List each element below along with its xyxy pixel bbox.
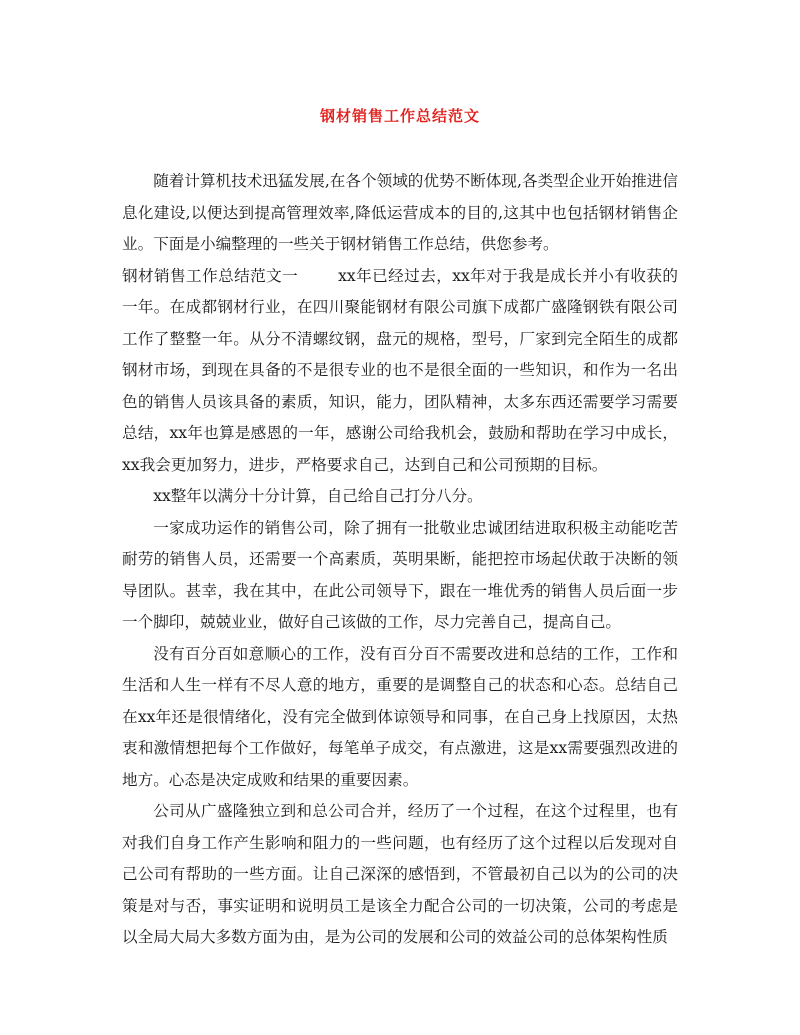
intro-paragraph: 随着计算机技术迅猛发展,在各个领域的优势不断体现,各类型企业开始推进信息化建设,以便达到提高管理效率,降低运营成本的目的,这其中也包括钢材销售企业。下面是小编整理的一些关于钢材销售工作总结，供您参考。	[122, 172, 678, 253]
paragraph-3: 一家成功运作的销售公司，除了拥有一批敬业忠诚团结进取积极主动能吃苦耐劳的销售人员，还需要一个高素质，英明果断，能把控市场起伏敢于决断的领导团队。甚幸，我在其中，在此公司领导下，跟在一堆优秀的销售人员后面一步一个脚印，兢兢业业，做好自己该做的工作，尽力完善自己，提高自己。	[122, 518, 678, 631]
document-body	[122, 166, 678, 954]
paragraph-5: 公司从广盛隆独立到和总公司合并，经历了一个过程，在这个过程里，也有对我们自身工作产生影响和阻力的一些问题，也有经历了这个过程以后发现对自己公司有帮助的一些方面。让自己深深的感悟到，不管最初自己以为的公司的决策是对与否，事实证明和说明员工是该全力配合公司的一切决策，公司的考虑是以全局大局大多数方面为由，是为公司的发展和公司的效益公司的总体架构性质	[122, 802, 678, 946]
paragraph-2: xx整年以满分十分计算，自己给自己打分八分。	[153, 487, 483, 505]
section-paragraph-1	[122, 261, 678, 482]
section-paragraph-1-text: xx年已经过去，xx年对于我是成长并小有收获的一年。在成都钢材行业，在四川聚能钢材有限公司旗下成都广盛隆钢铁有限公司工作了整整一年。从分不清螺纹钢，盘元的规格，型号，厂家到完全陌生的成都钢材市场，到现在具备的不是很专业的也不是很全面的一些知识，和作为一名出色的销售人员该具备的素质，知识，能力，团队精神，太多东西还需要学习需要总结，xx年也算是感恩的一年，感谢公司给我机会，鼓励和帮助在学习中成长，xx我会更加努力，进步，严格要求自己，达到自己和公司预期的目标。	[122, 266, 678, 474]
paragraph-4: 没有百分百如意顺心的工作，没有百分百不需要改进和总结的工作，工作和生活和人生一样有不尽人意的地方，重要的是调整自己的状态和心态。总结自己在xx年还是很情绪化，没有完全做到体谅领导和同事，在自己身上找原因，太热衷和激情想把每个工作做好，每笔单子成交，有点激进，这是xx需要强烈改进的地方。心态是决定成败和结果的重要因素。	[122, 644, 678, 789]
section-heading: 钢材销售工作总结范文一	[122, 266, 299, 285]
document-title: 钢材销售工作总结范文	[319, 107, 480, 125]
